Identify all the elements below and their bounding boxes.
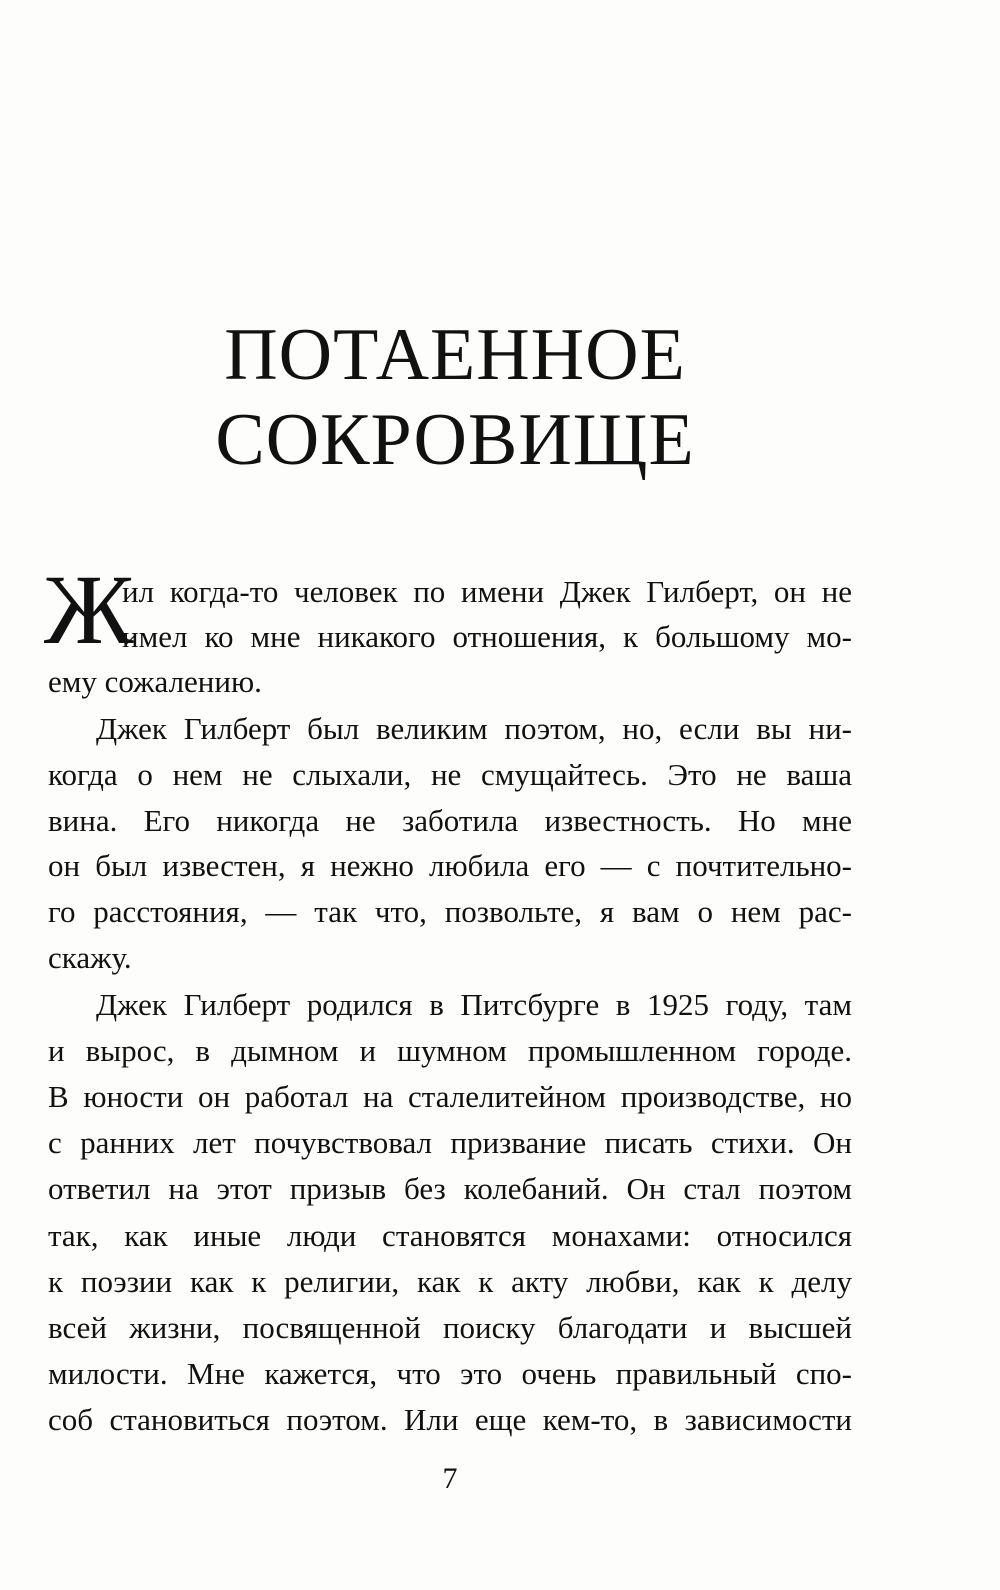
chapter-title-line-1: ПОТАЕННОЕ xyxy=(224,314,686,396)
text-line: ему сожалению. xyxy=(48,664,262,699)
text-line: вина. Его никогда не заботила известность. Но мне xyxy=(48,803,852,838)
text-line: имел ко мне никакого отношения, к большому мо- xyxy=(122,619,852,654)
text-line: го расстояния, — так что, позвольте, я вам о нем рас- xyxy=(48,894,852,929)
text-line: ответил на этот призыв без колебаний. Он стал поэтом xyxy=(48,1171,852,1206)
text-line: ил когда-то человек по имени Джек Гилберт, он не xyxy=(122,574,852,609)
text-line: всей жизни, посвященной поиску благодати и высшей xyxy=(48,1310,852,1345)
text-line: к поэзии как к религии, как к акту любви, как к делу xyxy=(48,1264,852,1299)
text-line: В юности он работал на сталелитейном производстве, но xyxy=(48,1079,852,1114)
text-line: соб становиться поэтом. Или еще кем-то, в зависимости xyxy=(48,1402,852,1437)
text-line: Джек Гилберт был великим поэтом, но, если вы ни- xyxy=(96,711,852,746)
chapter-title-line-2: СОКРОВИЩЕ xyxy=(215,399,695,481)
text-line: с ранних лет почувствовал призвание писать стихи. Он xyxy=(48,1125,852,1160)
text-line: когда о нем не слыхали, не смущайтесь. Это не ваша xyxy=(48,757,852,792)
text-line: он был известен, я нежно любила его — с почтительно- xyxy=(48,848,852,883)
page-number: 7 xyxy=(442,1462,458,1495)
text-line: так, как иные люди становятся монахами: относился xyxy=(48,1218,852,1253)
drop-cap: Ж xyxy=(44,554,134,665)
text-line: милости. Мне кажется, что это очень правильный спо- xyxy=(48,1356,852,1391)
text-line: Джек Гилберт родился в Питсбурге в 1925 году, там xyxy=(96,987,852,1022)
text-line: и вырос, в дымном и шумном промышленном городе. xyxy=(48,1033,852,1068)
text-line: скажу. xyxy=(48,940,132,975)
